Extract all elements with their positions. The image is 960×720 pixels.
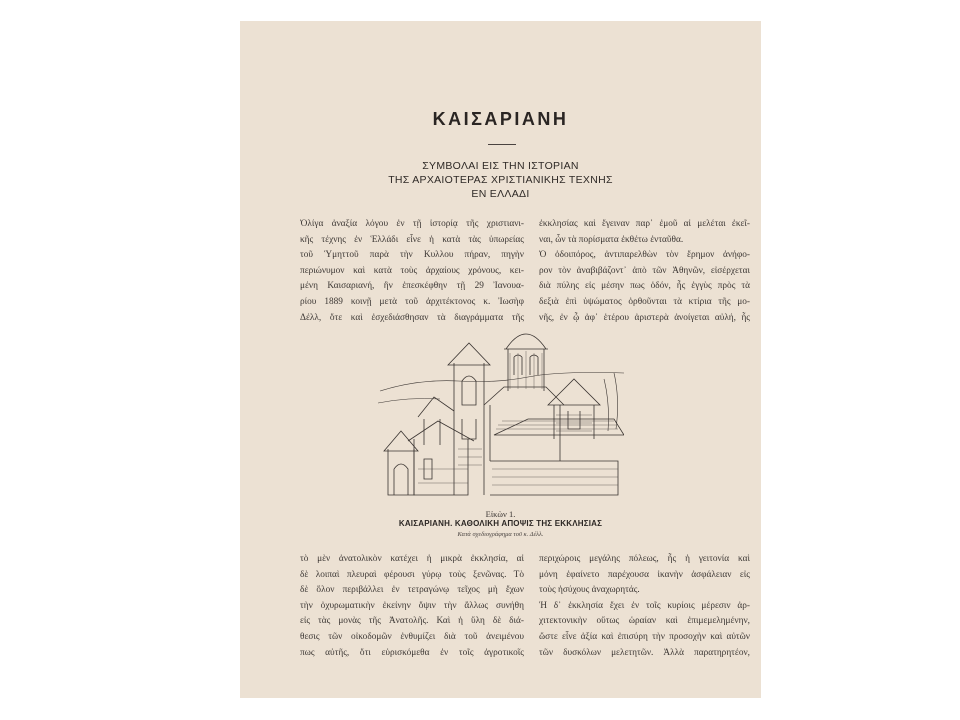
text-line: Ἡ δ᾽ ἐκκλησία ἔχει ἐν τοῖς κυρίοις μέρεσιν ἀρ-: [539, 600, 750, 611]
text-line: τὸ μὲν ἀνατολικὸν κατέχει ἡ μικρὰ ἐκκλησία, αἱ: [300, 554, 524, 564]
text-line: δεξιὰ ἐπὶ ὑψώματος ὀρθοῦνται τὰ κτίρια τῆς μο-: [539, 296, 750, 307]
text-line: Δέλλ, ὅτε καὶ ἐσχεδιάσθησαν τὰ διαγράμματα τῆς: [300, 312, 524, 323]
text-line: τοὺς ἡσύχους ἀναχωρητάς.: [539, 585, 640, 596]
text-line: εἰς τὰς μονὰς τῆς Ἀνατολῆς. Καὶ ἡ ὕλη δὲ διά-: [300, 616, 524, 627]
text-line: δὲ λοιπαὶ πλευραὶ φέρουσι γύρῳ τοὺς ξενῶνας. Τὸ: [300, 569, 524, 580]
title-divider: [488, 144, 516, 145]
text-line: ρίου 1889 κοινῇ μετὰ τοῦ ἀρχιτέκτονος κ. Ἰωσὴφ: [300, 296, 524, 307]
column-top-right: [539, 217, 750, 326]
column-bottom-left: [300, 552, 524, 661]
text-line: θεσις τῶν οἰκοδομῶν ἐνθυμίζει διὰ τοῦ ἀνειμένου: [300, 631, 524, 642]
subtitle-line: ΣΥΜΒΟΛΑΙ ΕΙΣ ΤΗΝ ΙΣΤΟΡΙΑΝ: [422, 160, 579, 172]
text-line: διὰ πύλης εἰς μέσην πως ὁδόν, ἧς ἐγγὺς πρὸς τὰ: [539, 281, 750, 292]
column-bottom-right: [539, 552, 750, 661]
column-top-left: [300, 217, 524, 326]
scanned-page: [240, 21, 761, 698]
text-line: περιχώροις μεγάλης πόλεως, ἧς ἡ γειτονία καὶ: [539, 554, 750, 564]
subtitle-line: ΤΗΣ ΑΡΧΑΙΟΤΕΡΑΣ ΧΡΙΣΤΙΑΝΙΚΗΣ ΤΕΧΝΗΣ: [388, 174, 613, 186]
subtitle: [240, 159, 761, 201]
text-line: ἐκκλησίας καὶ ἔγειναν παρ᾽ ἐμοῦ αἱ μελέται ἐκεῖ-: [539, 219, 750, 229]
text-line: κῆς τέχνης ἐν Ἑλλάδι εἶνε ἡ κατὰ τὰς ὑπωρείας: [300, 234, 524, 245]
text-line: χιτεκτονικὴν οὕτως ὡραίαν καὶ ἐπιμεμελημένην,: [539, 616, 750, 627]
text-line: μόνη ἐφαίνετο παρέχουσα ἱκανὴν ἀσφάλειαν εἰς: [539, 569, 750, 580]
text-line: δὲ ὅλον περιβάλλει ἐν τετραγώνῳ τεῖχος μὴ ἔχων: [300, 585, 524, 596]
text-line: ὥστε εἶνε ἀξία καὶ ἐπισύρη τὴν προσοχὴν καὶ αὐτῶν: [539, 631, 750, 642]
figure-credit: Κατὰ σχεδιογράφημα τοῦ κ. Δέλλ.: [457, 531, 544, 538]
page-title: ΚΑΙΣΑΡΙΑΝΗ: [432, 109, 569, 129]
subtitle-line: ΕΝ ΕΛΛΑΔΙ: [471, 188, 530, 200]
text-line: ναι, ὧν τὰ πορίσματα ἐκθέτω ἐνταῦθα.: [539, 234, 684, 245]
text-line: ρον τὸν ἀναβιβάζοντ᾽ ἀπὸ τῶν Ἀθηνῶν, εἰσέρχεται: [539, 265, 750, 276]
figure-caption: ΚΑΙΣΑΡΙΑΝΗ. ΚΑΘΟΛΙΚΗ ΑΠΟΨΙΣ ΤΗΣ ΕΚΚΛΗΣΙΑΣ: [398, 519, 603, 528]
text-line: πως αὐτῆς, ὅτι εὑρισκόμεθα ἐν τοῖς ἀγροτικοῖς: [300, 647, 524, 658]
church-illustration: [378, 319, 624, 509]
text-line: νῆς, ἐν ᾧ ἀφ᾽ ἑτέρου ἀριστερὰ ἀνοίγεται αὐλή, ἧς: [539, 312, 750, 323]
text-line: τὴν ὀχυρωματικὴν ἐκείνην ὄψιν τὴν ἄλλως συνήθη: [300, 600, 524, 611]
text-line: τοῦ Ὑμηττοῦ παρὰ τὴν Κυλλου πήραν, πηγὴν: [300, 250, 524, 261]
text-line: περιώνυμον καὶ κατὰ τοὺς ἀρχαίους χρόνους, κει-: [300, 265, 524, 276]
text-line: μένη Καισαριανή, ἣν ἐπεσκέφθην τῇ 29 Ἰανουα-: [300, 281, 524, 292]
text-line: Ὁ ὁδοιπόρος, ἀντιπαρελθὼν τὸν ἔρημον ἀνήφο-: [539, 250, 750, 261]
figure-number: Εἰκὼν 1.: [485, 509, 516, 519]
text-line: τῶν δυσκόλων μελετητῶν. Ἀλλὰ παρατηρητέον,: [539, 647, 750, 658]
text-line: Ὀλίγα ἀναξία λόγου ἐν τῇ ἱστορίᾳ τῆς χριστιανι-: [300, 219, 524, 229]
